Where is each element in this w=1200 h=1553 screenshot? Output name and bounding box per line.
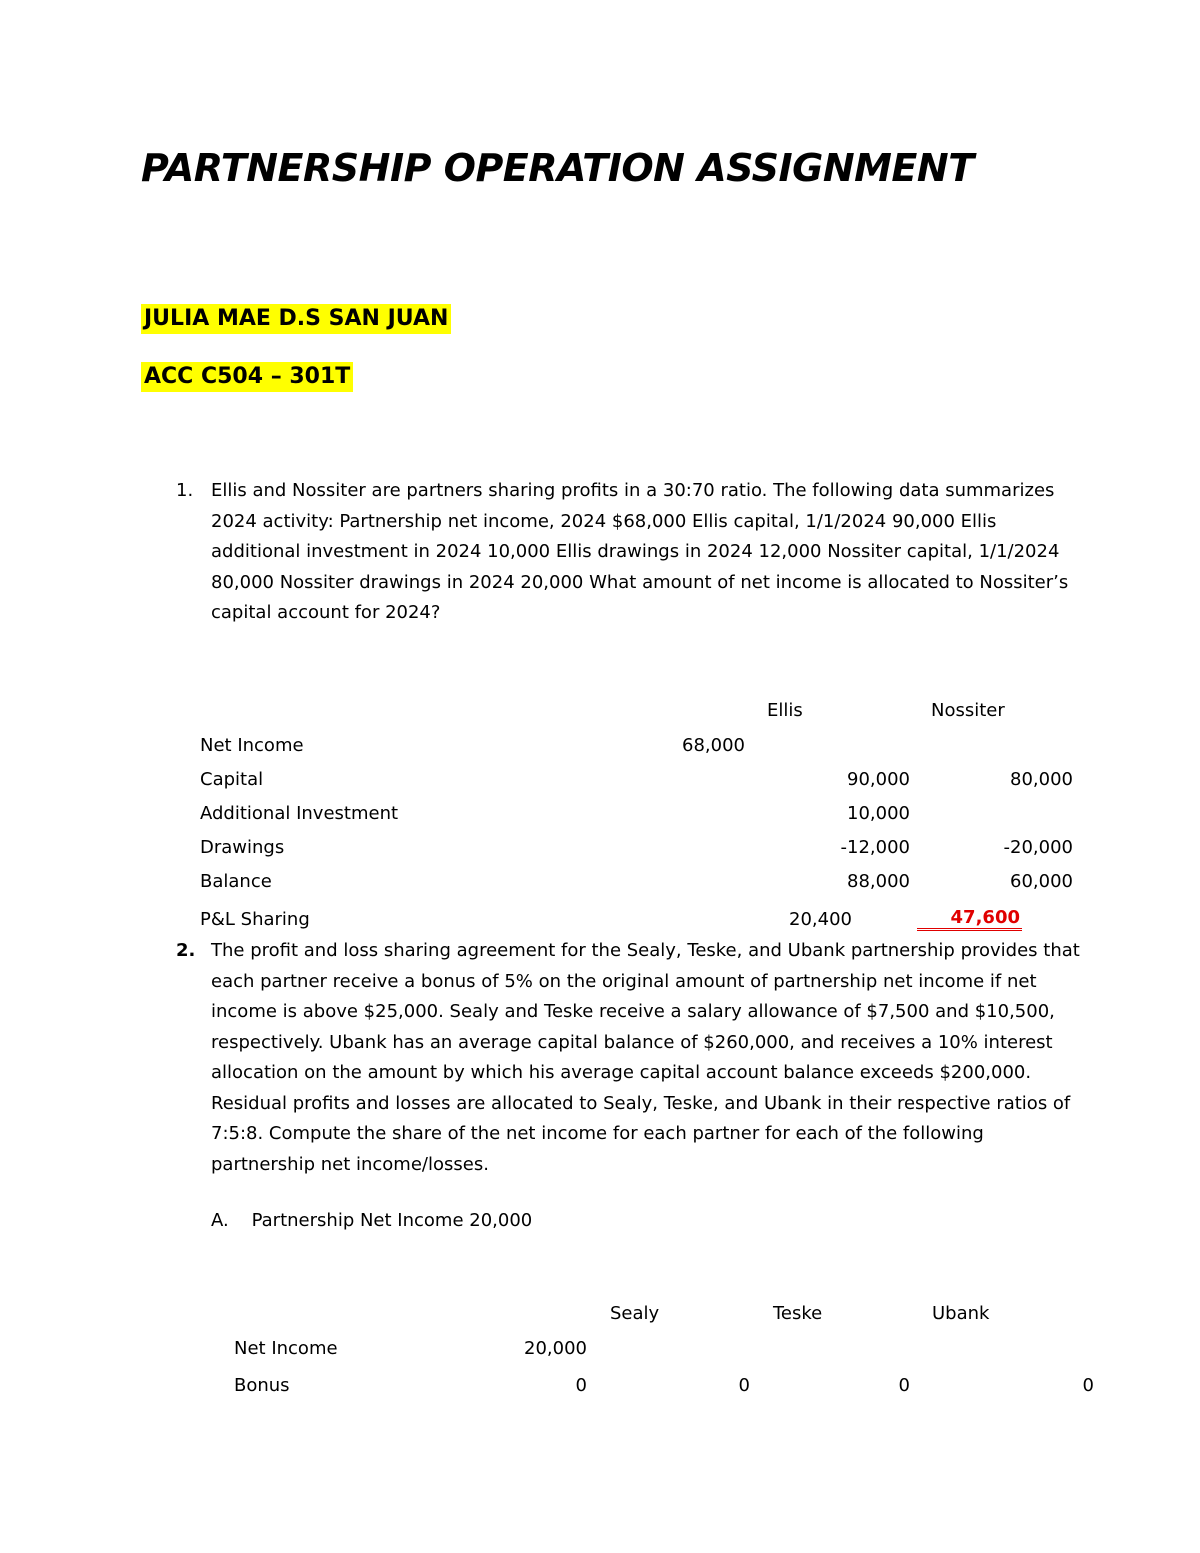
q1-row-ellis: -12,000 [840,837,910,858]
q1-row-nossiter: -20,000 [1003,837,1073,858]
q1-row-total: 68,000 [682,735,745,756]
q2-sub-a-text: Partnership Net Income 20,000 [251,1210,533,1231]
q1-header-nossiter: Nossiter [931,700,1005,721]
q1-row-ellis: 88,000 [847,871,910,892]
q2a-row-ubank: 0 [1082,1375,1094,1396]
q1-row-nossiter: 60,000 [1010,871,1073,892]
q2a-header-teske: Teske [773,1303,823,1324]
q2a-row-label: Net Income [234,1338,338,1359]
q2a-row-total: 20,000 [524,1338,587,1359]
q1-row-label: Drawings [200,837,285,858]
course-code [141,364,353,389]
q1-pl-nossiter-value: 47,600 [917,907,1022,931]
q1-row-ellis: 90,000 [847,769,910,790]
q1-row-label: Additional Investment [200,803,399,824]
q2a-row-total: 0 [575,1375,587,1396]
q1-row-label: Capital [200,769,264,790]
q1-row-label: Net Income [200,735,304,756]
student-name-text: JULIA MAE D.S SAN JUAN [141,304,451,334]
q1-pl-nossiter-answer [917,907,1022,928]
question-1-text: Ellis and Nossiter are partners sharing profits in a 30:70 ratio. The following data summarizes 2024 activity: Partnership net income, 2024 $68,000 Ellis capital, 1/1/2024 90,000 Ellis additional investment in 2024 10,000 Ellis drawings in 2024 12,000 Nossiter capital, 1/1/2024 80,000 Nossiter drawings in 2024 20,000 What amount of net income is allocated to Nossiter’s capital account for 2024? [211,480,1069,623]
question-2-number: 2. [176,940,196,961]
q2a-row-label: Bonus [234,1375,290,1396]
document-title: PARTNERSHIP OPERATION ASSIGNMENT [141,146,974,190]
q1-row-ellis: 10,000 [847,803,910,824]
q2-sub-a [211,1210,532,1231]
q2a-header-sealy: Sealy [610,1303,660,1324]
q1-header-ellis: Ellis [767,700,803,721]
q1-pl-ellis: 20,400 [789,909,852,930]
q2a-header-ubank: Ubank [932,1303,990,1324]
q2a-row-sealy: 0 [738,1375,750,1396]
q1-pl-label: P&L Sharing [200,909,310,930]
question-1-number: 1. [176,480,194,501]
course-code-text: ACC C504 – 301T [141,362,353,392]
student-name [141,306,451,331]
q1-row-label: Balance [200,871,272,892]
q2-sub-a-letter: A. [211,1210,229,1231]
q1-row-nossiter: 80,000 [1010,769,1073,790]
q2a-row-teske: 0 [898,1375,910,1396]
question-2-text: The profit and loss sharing agreement for the Sealy, Teske, and Ubank partnership provides that each partner receive a bonus of 5% on the original amount of partnership net income if net income is above $25,000. Sealy and Teske receive a salary allowance of $7,500 and $10,500, respectively. Ubank has an average capital balance of $260,000, and receives a 10% interest allocation on the amount by which his average capital account balance exceeds $200,000. Residual profits and losses are allocated to Sealy, Teske, and Ubank in their respective ratios of 7:5:8. Compute the share of the net income for each partner for each of the following partnership net income/losses. [211,940,1080,1175]
